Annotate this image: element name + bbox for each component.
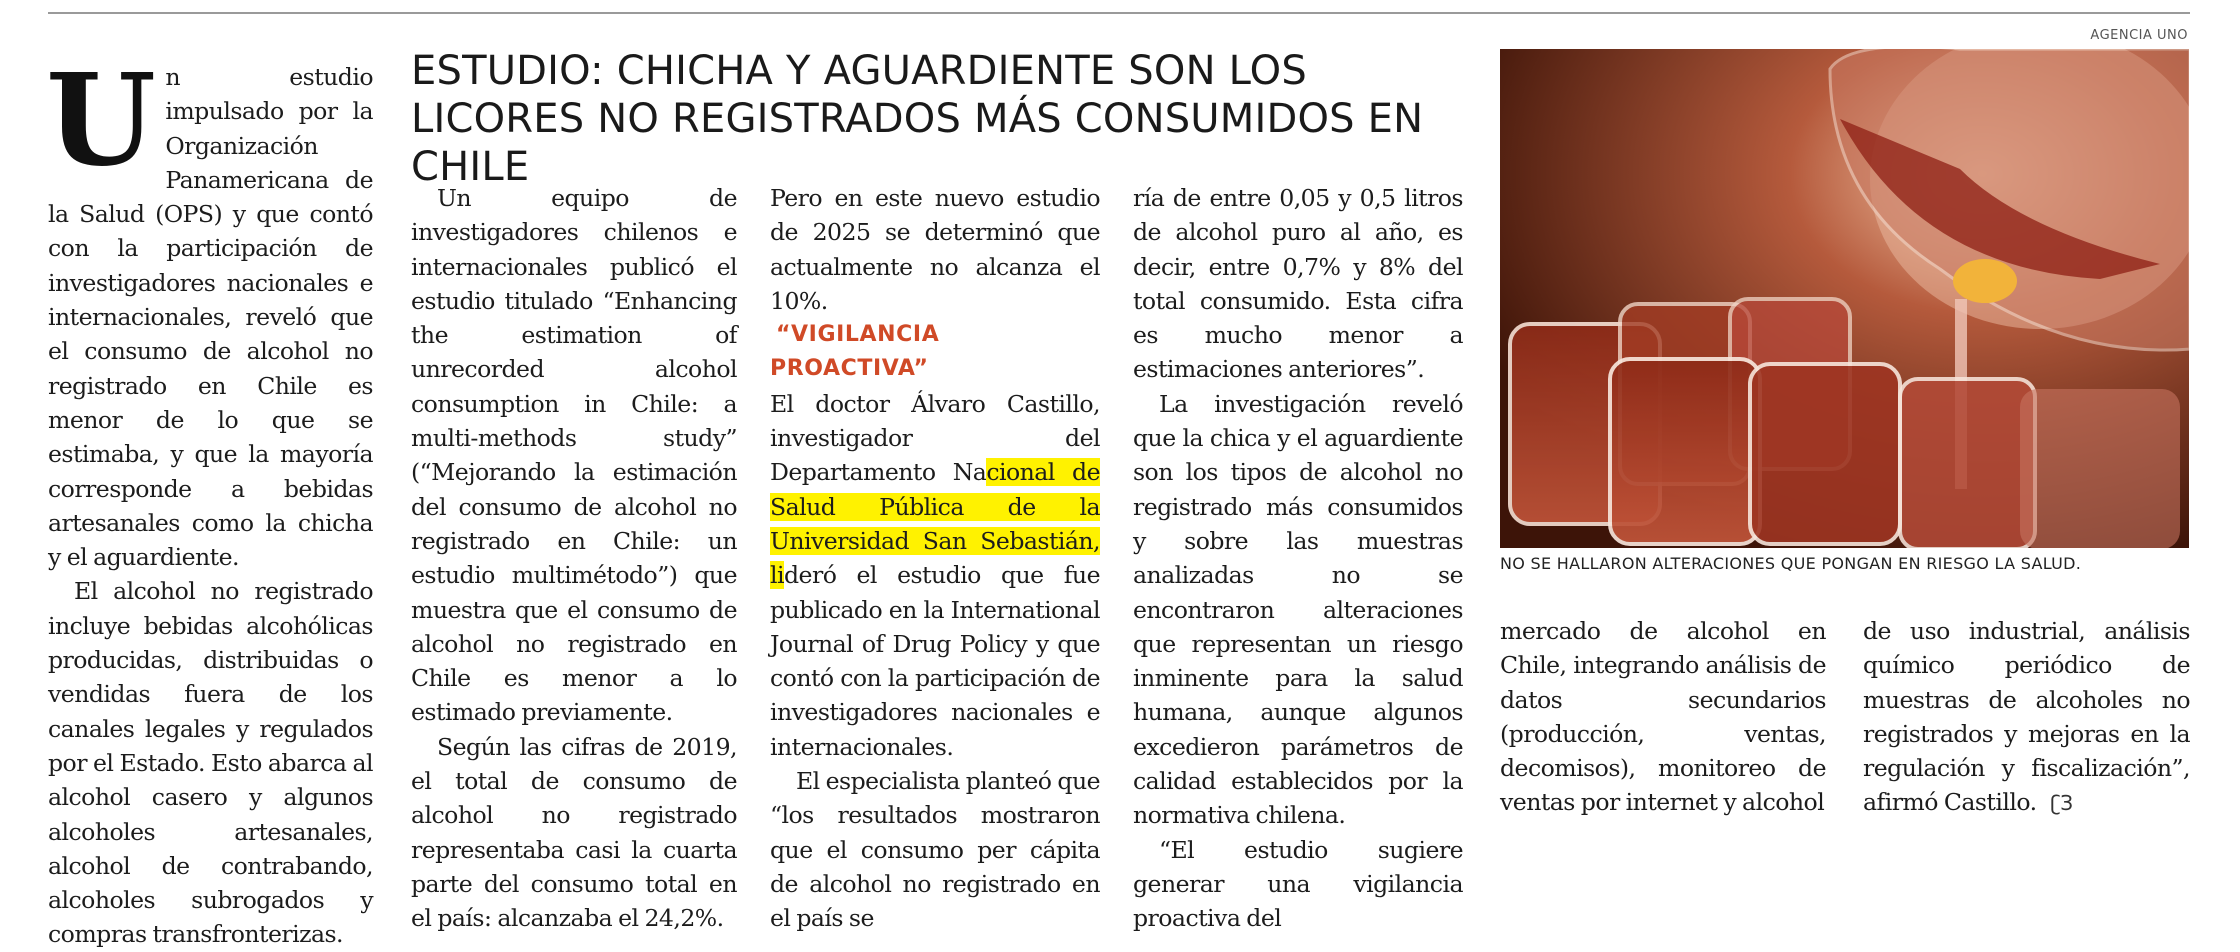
paragraph [1863,614,2190,821]
paragraph [770,387,1100,764]
article-photo [1500,49,2189,548]
photo-caption: NO SE HALLARON ALTERACIONES QUE PONGAN EN RIESGO LA SALUD. [1500,554,2082,573]
drop-cap: U [46,46,156,194]
article-column-5 [1500,614,1826,820]
article-column-6 [1863,614,2190,821]
paragraph: La investigación reveló que la chica y el aguardiente son los tipos de alcohol no registrado más consumidos y sobre las muestras analizadas no se encontraron alteraciones que representan un riesgo inminente para la salud humana, aunque algunos excedieron parámetros de calidad establecidos por la normativa chilena. [1133,389,1463,830]
paragraph-text: deró el estudio que fue publicado en la International Journal of Drug Policy y que contó con la participación de investigadores nacionales e internacionales. [770,561,1100,761]
end-mark-icon: ʗЗ [2050,791,2073,816]
paragraph-text: El doctor Álvaro Castillo, investigador del Departamento Na [770,389,1100,487]
paragraph: Pero en este nuevo estudio de 2025 se determinó que actualmente no alcanza el 10%. [770,184,1100,315]
subheading: “VIGILANCIA PROACTIVA” [770,322,940,382]
paragraph: Un equipo de investigadores chilenos e internacionales publicó el estudio titulado “Enhancing the estimation of unrecorded alcohol consumption in Chile: a multi-methods study” (“Mejorando la estimación del consumo de alcohol no registrado en Chile: un estudio multimétodo”) que muestra que el consumo de alcohol no registrado en Chile es menor a lo estimado previamente. [411,184,737,727]
paragraph: Según las cifras de 2019, el total de consumo de alcohol no registrado representaba casi la cuarta parte del consumo total en el país: alcanzaba el 24,2%. [411,732,737,933]
top-rule [48,12,2190,14]
paragraph: ría de entre 0,05 y 0,5 litros de alcohol puro al año, es decir, entre 0,7% y 8% del total consumido. Esta cifra es mucho menor a estimaciones anteriores”. [1133,184,1463,384]
paragraph: El alcohol no registrado incluye bebidas alcohólicas producidas, distribuidas o vendidas fuera de los canales legales y regulados por el Estado. Esto abarca al alcohol casero y algunos alcoholes artesanales, alcohol de contrabando, alcoholes subrogados y compras transfronterizas. [48,577,373,949]
paragraph: mercado de alcohol en Chile, integrando análisis de datos secundarios (producción, ventas, decomisos), monitoreo de ventas por internet y alcohol [1500,617,1826,817]
article-column-2 [411,181,737,936]
lead-paragraph [46,46,373,574]
paragraph-text: de uso industrial, análisis químico periódico de muestras de alcoholes no registrados y mejoras en la regulación y fiscalización”, afirmó Castillo. [1863,617,2190,817]
paragraph: El especialista planteó que “los resultados mostraron que el consumo per cápita de alcohol no registrado en el país se [770,767,1100,933]
paragraph: “El estudio sugiere generar una vigilancia proactiva del [1133,835,1463,933]
headline: ESTUDIO: CHICHA Y AGUARDIENTE SON LOS LICORES NO REGISTRADOS MÁS CONSUMIDOS EN CHILE [411,48,1424,190]
lead-text: n estudio impulsado por la Organización Panamericana de la Salud (OPS) y que contó con la participación de investigadores nacionales e internacionales, reveló que el consumo de alcohol no registrado en Chile es menor de lo que se estimaba, y que la mayoría corresponde a bebidas artesanales como la chicha y el aguardiente. [48,63,373,572]
highlighted-text: cional de Salud Pública de la Universidad San Sebastián, li [770,458,1100,590]
article-column-4 [1133,181,1463,936]
photo-credit: AGENCIA UNO [2090,28,2188,43]
article-column-1 [46,46,373,952]
glasses-illustration [1500,49,2189,548]
article-column-3 [770,181,1100,936]
